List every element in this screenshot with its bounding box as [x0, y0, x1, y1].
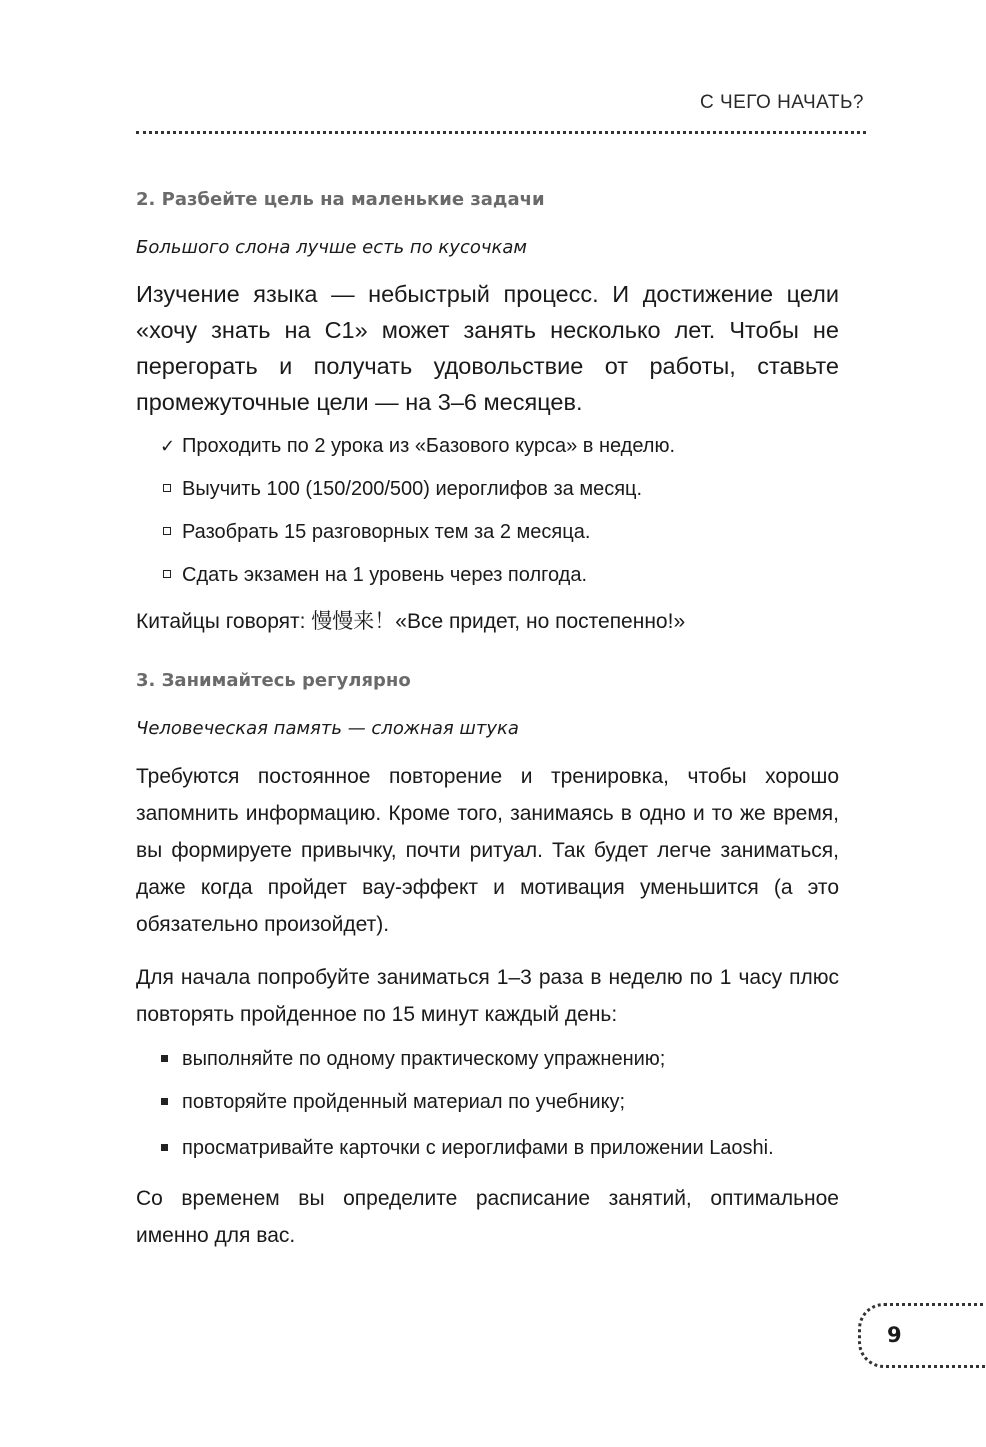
- running-title: С ЧЕГО НАЧАТЬ?: [699, 92, 864, 113]
- header-dotted-rule: [136, 131, 866, 134]
- section-3-title: 3. Занимайтесь регулярно: [136, 670, 411, 691]
- square-bullet-icon: [161, 1055, 168, 1062]
- practice-bullet-list: [136, 1045, 839, 1166]
- bullet-item-text: повторяйте пройденный материал по учебнику;: [182, 1091, 626, 1113]
- section-2-lead-paragraph: Изучение языка — небыстрый процесс. И достижение цели «хочу знать на С1» может занять несколько лет. Чтобы не перегорать и получать удовольствие от работы, ставьте промежуточные цели — на 3–6 месяцев.: [136, 281, 839, 415]
- page-number: 9: [887, 1323, 902, 1347]
- goals-checklist: [136, 432, 839, 589]
- bullet-item-text: выполняйте по одному практическому упражнению;: [182, 1048, 666, 1070]
- empty-checkbox-icon: [163, 570, 171, 578]
- checklist-item-text: Сдать экзамен на 1 уровень через полгода.: [182, 564, 587, 586]
- checklist-item-text: Разобрать 15 разговорных тем за 2 месяца.: [182, 521, 591, 543]
- bullet-item: [136, 1131, 839, 1166]
- checkmark-icon: ✓: [160, 436, 176, 456]
- page-number-frame: [858, 1303, 986, 1368]
- checklist-item: [136, 518, 839, 546]
- empty-checkbox-icon: [163, 527, 171, 535]
- closing-paragraph: Со временем вы определите расписание занятий, оптимальное именно для вас.: [136, 1187, 839, 1247]
- checklist-item: [136, 432, 839, 460]
- checklist-item-text: Выучить 100 (150/200/500) иероглифов за месяц.: [182, 478, 643, 500]
- bullet-item: [136, 1088, 839, 1116]
- section-3-paragraph-1: Требуются постоянное повторение и тренировка, чтобы хорошо запомнить информацию. Кроме того, занимаясь в одно и то же время, вы формируете привычку, почти ритуал. Так будет легче заниматься, даже когда пройдет вау-эффект и мотивация уменьшится (а это обязательно произойдет).: [136, 765, 839, 936]
- checklist-item: [136, 475, 839, 503]
- bullet-item: [136, 1045, 839, 1073]
- page-content: [136, 186, 839, 1254]
- section-3-paragraph-2: Для начала попробуйте заниматься 1–3 раза в неделю по 1 часу плюс повторять пройденное по 15 минут каждый день:: [136, 966, 839, 1026]
- empty-checkbox-icon: [163, 484, 171, 492]
- square-bullet-icon: [161, 1144, 168, 1151]
- section-2-title: 2. Разбейте цель на маленькие задачи: [136, 189, 545, 210]
- section-3-subtitle: Человеческая память — сложная штука: [136, 718, 519, 739]
- square-bullet-icon: [161, 1098, 168, 1105]
- section-2-subtitle: Большого слона лучше есть по кусочкам: [136, 237, 527, 258]
- chinese-proverb: Китайцы говорят: 慢慢来！«Все придет, но постепенно!»: [136, 610, 686, 633]
- bullet-item-text: просматривайте карточки с иероглифами в приложении Laoshi.: [182, 1137, 774, 1159]
- checklist-item-text: Проходить по 2 урока из «Базового курса» в неделю.: [182, 435, 676, 457]
- checklist-item: [136, 561, 839, 589]
